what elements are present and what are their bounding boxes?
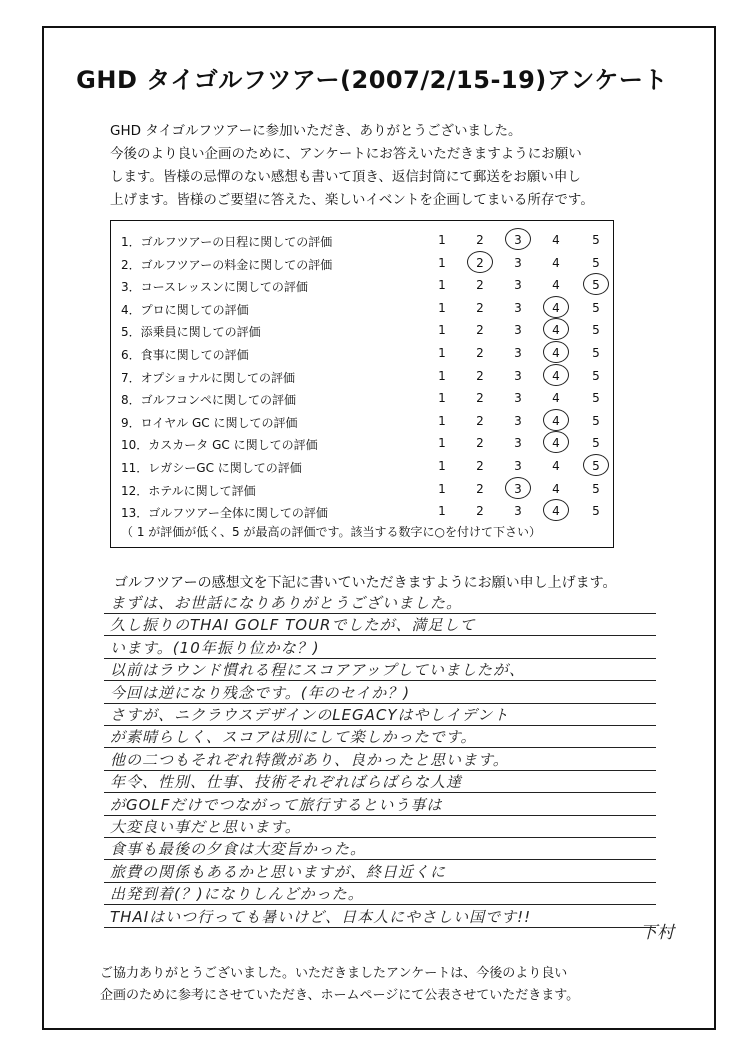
question-label: 13．ゴルフツアー全体に関しての評価: [121, 506, 328, 521]
question-label: 3．コースレッスンに関しての評価: [121, 280, 308, 295]
intro-line: GHD タイゴルフツアーに参加いただき、ありがとうございました。: [110, 123, 522, 139]
handwritten-line: 他の二つもそれぞれ特徴があり、良かったと思います。: [110, 750, 509, 769]
score-option[interactable]: 4: [552, 391, 560, 406]
score-option[interactable]: 2: [476, 255, 484, 270]
question-label: 5．添乗員に関しての評価: [121, 325, 261, 340]
score-option[interactable]: 3: [514, 391, 522, 406]
selected-circle: [543, 341, 569, 363]
question-row: [111, 478, 613, 500]
closing-line: 企画のために参考にさせていただき、ホームページにて公表させていただきます。: [100, 988, 580, 1003]
score-option[interactable]: 1: [438, 391, 446, 406]
score-option[interactable]: 5: [592, 368, 600, 383]
score-option[interactable]: 1: [438, 255, 446, 270]
questionnaire-box: [110, 220, 614, 548]
handwritten-line: 今回は逆になり残念です。(年のセイか？): [110, 683, 411, 702]
score-option[interactable]: 5: [592, 233, 600, 247]
score-option[interactable]: 5: [592, 255, 600, 270]
question-label: 12．ホテルに関して評価: [121, 483, 256, 498]
score-option[interactable]: 3: [514, 368, 522, 383]
score-option[interactable]: 4: [552, 346, 560, 360]
handwritten-line: さすが、ニクラウスデザインのLEGACYはやしイデント: [110, 706, 510, 724]
ruled-line: [104, 927, 656, 928]
question-row: [111, 229, 613, 251]
score-option[interactable]: 3: [514, 504, 522, 519]
score-option[interactable]: 2: [476, 481, 484, 496]
score-option[interactable]: 1: [438, 233, 446, 247]
handwritten-line: 旅費の関係もあるかと思いますが、終日近くに: [110, 862, 447, 881]
handwritten-line: 以前はラウンド慣れる程にスコアアップしていましたが、: [110, 661, 525, 680]
selected-circle: [543, 318, 569, 340]
handwritten-line: THAIはいつ行っても暑いけど、日本人にやさしい国です!!: [110, 907, 532, 926]
score-option[interactable]: 1: [438, 413, 446, 428]
question-row: [111, 500, 613, 522]
score-option[interactable]: 1: [438, 481, 446, 496]
score-option[interactable]: 2: [476, 504, 484, 519]
selected-circle: [543, 296, 569, 318]
selected-circle: [467, 251, 493, 273]
handwritten-line: まずは、お世話になりありがとうございました。: [110, 594, 463, 612]
question-label: 8．ゴルフコンペに関しての評価: [121, 393, 297, 408]
score-option[interactable]: 5: [592, 436, 600, 451]
handwritten-line: 大変良い事だと思います。: [110, 818, 301, 836]
score-option[interactable]: 5: [592, 346, 600, 360]
score-option[interactable]: 3: [514, 255, 522, 270]
question-label: 2．ゴルフツアーの料金に関しての評価: [121, 257, 333, 272]
score-option[interactable]: 3: [514, 436, 522, 451]
score-option[interactable]: 4: [552, 233, 560, 247]
score-option[interactable]: 4: [552, 413, 560, 428]
score-option[interactable]: 5: [592, 481, 600, 496]
score-option[interactable]: 4: [552, 368, 560, 383]
score-option[interactable]: 3: [514, 323, 522, 338]
question-label: 4．プロに関しての評価: [121, 302, 249, 317]
intro-line: します。皆様の忌憚のない感想も書いて頂き、返信封筒にて郵送をお願い申し: [110, 169, 581, 185]
score-option[interactable]: 4: [552, 459, 560, 473]
handwritten-line: 出発到着(？)になりしんどかった。: [110, 885, 364, 904]
page-title: GHD タイゴルフツアー(2007/2/15-19)アンケート: [76, 66, 668, 94]
score-option[interactable]: 5: [592, 504, 600, 519]
selected-circle: [543, 499, 569, 521]
score-option[interactable]: 1: [438, 368, 446, 383]
score-option[interactable]: 4: [552, 300, 560, 315]
score-option[interactable]: 1: [438, 278, 446, 293]
question-label: 6．食事に関しての評価: [121, 348, 249, 362]
score-option[interactable]: 3: [514, 481, 522, 496]
handwritten-line: 久し振りのTHAI GOLF TOURでしたが、満足して: [110, 616, 476, 635]
question-row: [111, 432, 613, 454]
selected-circle: [583, 273, 609, 295]
question-label: 9．ロイヤル GC に関しての評価: [121, 415, 298, 430]
score-option[interactable]: 1: [438, 436, 446, 451]
score-option[interactable]: 1: [438, 459, 446, 473]
question-label: 1．ゴルフツアーの日程に関しての評価: [121, 235, 333, 249]
score-option[interactable]: 5: [592, 459, 600, 473]
score-option[interactable]: 2: [476, 323, 484, 338]
signature: 下村: [640, 923, 674, 943]
question-row: [111, 252, 613, 274]
score-option[interactable]: 2: [476, 391, 484, 406]
score-option[interactable]: 3: [514, 459, 522, 473]
handwritten-line: 食事も最後の夕食は大変旨かった。: [110, 840, 367, 859]
question-row: [111, 274, 613, 296]
score-option[interactable]: 2: [476, 233, 484, 247]
score-option[interactable]: 1: [438, 300, 446, 315]
score-option[interactable]: 3: [514, 278, 522, 293]
score-option[interactable]: 3: [514, 413, 522, 428]
intro-line: 上げます。皆様のご要望に答えた、楽しいイベントを企画してまいる所存です。: [110, 192, 594, 208]
score-option[interactable]: 3: [514, 233, 522, 247]
comment-heading: ゴルフツアーの感想文を下記に書いていただきますようにお願い申し上げます。: [114, 575, 617, 591]
question-row: [111, 410, 613, 432]
score-option[interactable]: 4: [552, 278, 560, 293]
score-option[interactable]: 4: [552, 436, 560, 451]
score-option[interactable]: 3: [514, 346, 522, 360]
score-option[interactable]: 2: [476, 346, 484, 360]
score-option[interactable]: 2: [476, 300, 484, 315]
score-option[interactable]: 2: [476, 459, 484, 473]
intro-text: [110, 120, 670, 212]
question-label: 7．オプショナルに関しての評価: [121, 370, 295, 385]
question-row: [111, 365, 613, 387]
handwritten-line: います。(10年振り位かな？): [110, 638, 320, 657]
selected-circle: [543, 431, 569, 453]
selected-circle: [505, 228, 531, 250]
score-option[interactable]: 1: [438, 504, 446, 519]
question-row: [111, 387, 613, 409]
handwritten-line: が素晴らしく、スコアは別にして楽しかったです。: [110, 728, 477, 747]
score-option[interactable]: 4: [552, 255, 560, 270]
score-option[interactable]: 5: [592, 391, 600, 406]
score-option[interactable]: 1: [438, 346, 446, 360]
closing-line: ご協力ありがとうございました。いただきましたアンケートは、今後のより良い: [100, 966, 568, 981]
score-option[interactable]: 2: [476, 436, 484, 451]
score-option[interactable]: 2: [476, 368, 484, 383]
question-row: [111, 297, 613, 319]
score-option[interactable]: 2: [476, 278, 484, 293]
score-option[interactable]: 4: [552, 323, 560, 338]
scale-note: （ 1 が評価が低く、5 が最高の評価です。該当する数字に○を付けて下さい）: [121, 525, 541, 539]
score-option[interactable]: 4: [552, 504, 560, 519]
score-option[interactable]: 5: [592, 278, 600, 293]
score-option[interactable]: 3: [514, 300, 522, 315]
question-row: [111, 455, 613, 477]
question-label: 10．カスカータ GC に関しての評価: [121, 438, 318, 453]
score-option[interactable]: 5: [592, 323, 600, 338]
score-option[interactable]: 5: [592, 413, 600, 428]
question-row: [111, 342, 613, 364]
question-row: [111, 319, 613, 341]
handwritten-line: 年令、性別、仕事、技術それぞればらばらな人達: [110, 773, 463, 792]
question-label: 11．レガシーGC に関しての評価: [121, 461, 302, 475]
score-option[interactable]: 1: [438, 323, 446, 338]
score-option[interactable]: 2: [476, 413, 484, 428]
closing-text: [100, 963, 680, 1007]
score-option[interactable]: 4: [552, 481, 560, 496]
selected-circle: [583, 454, 609, 476]
selected-circle: [543, 364, 569, 386]
handwritten-line: がGOLFだけでつながって旅行するという事は: [110, 795, 443, 814]
intro-line: 今後のより良い企画のために、アンケートにお答えいただきますようにお願い: [110, 146, 582, 162]
selected-circle: [505, 477, 531, 499]
score-option[interactable]: 5: [592, 300, 600, 315]
selected-circle: [543, 409, 569, 431]
